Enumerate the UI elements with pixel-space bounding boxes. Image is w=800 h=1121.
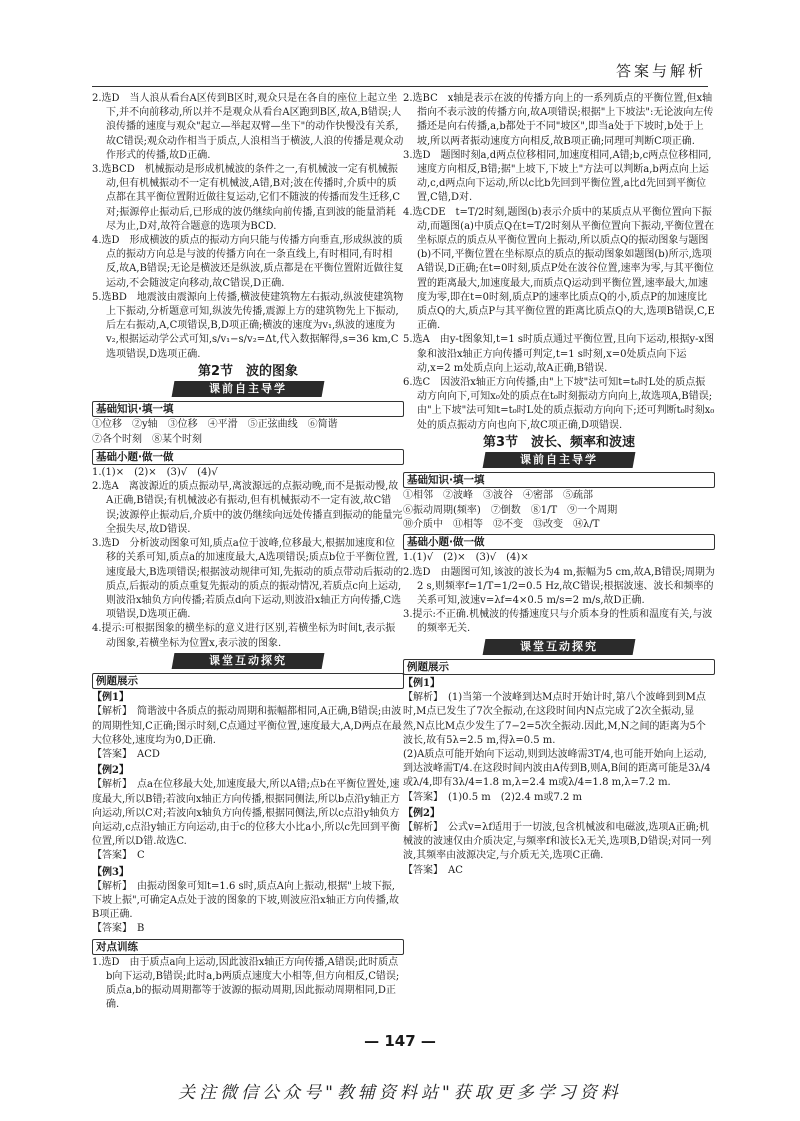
answer-item: 6.选C 因波沿x轴正方向传播,由"上下坡"法可知t=t₀时L处的质点振动方向向下,可知x₀处的质点在t₀时刻振动方向向上,故选项A,B错误;由"上下坡"法可知t=t₀时L处的质点振动方向向下;还可判断t₀时刻x₀处的质点振动方向也向下,故C项正确,D项错误. bbox=[403, 377, 715, 431]
example-answer: 【答案】 (1)0.5 m (2)2.4 m或7.2 m bbox=[403, 791, 583, 803]
answer-item: 3.提示:不正确.机械波的传播速度只与介质本身的性质和温度有关,与波的频率无关. bbox=[403, 609, 713, 635]
subsection-heading: 例题展示 bbox=[403, 659, 715, 675]
quiz-answers: 1.(1)√ (2)× (3)√ (4)× bbox=[403, 552, 529, 564]
answer-item: 2.选D 由题图可知,该波的波长为4 m,振幅为5 cm,故A,B错误;周期为2 s,则频率f=1/T=1/2=0.5 Hz,故C错误;根据波速、波长和频率的关系可知,波速v=λf=4×0.5 m/s=2 m/s,故D正确. bbox=[403, 566, 715, 606]
right-column bbox=[403, 92, 715, 878]
example-analysis: 【解析】 点a在位移最大处,加速度最大,所以A错;点b在平衡位置处,速度最大,所以B错;若波向x轴正方向传播,根据同侧法,所以b点沿y轴正方向运动,所以C对;若波向x轴负方向传播,根据同侧法,所以c点沿y轴负方向运动,c点沿y轴正方向运动,由于c的位移大小比a小,所以c先回到平衡位置,所以D错.故选C. bbox=[92, 779, 400, 848]
section-banner: 课堂互动探究 bbox=[483, 639, 636, 655]
example-label: 【例2】 bbox=[403, 807, 440, 819]
example-analysis: (2)A质点可能开始向下运动,则到达波峰需3T/4,也可能开始向上运动,到达波峰需T/4.在这段时间内波由A传到B,则A,B间的距离可能是3λ/4或λ/4,即有3λ/4=1.8 m,λ=2.4 m或λ/4=1.8 m,λ=7.2 m. bbox=[403, 748, 711, 789]
example-analysis: 【解析】 由振动图象可知t=1.6 s时,质点A向上振动,根据"上坡下振,下坡上振",可确定A点处于波的图象的下坡,则波应沿x轴正方向传播,故B项正确. bbox=[92, 880, 399, 921]
example-analysis: 【解析】 公式v=λf适用于一切波,包含机械波和电磁波,选项A正确;机械波的波速仅由介质决定,与频率f和波长λ无关,选项B,D错误;对同一列波,其频率由波源决定,与介质无关,选项C正确. bbox=[403, 821, 712, 862]
answer-item: 3.选D 分析波动图象可知,质点a位于波峰,位移最大,根据加速度和位移的关系可知,质点a的加速度最大,A选项错误;质点b位于平衡位置,速度最大,B选项错误;根据波动规律可知,先振动的质点带动后振动的质点,后振动的质点重复先振动的质点的振动情况,若质点c向上运动,则波沿x轴负方向传播;若质点d向下运动,则波沿x轴正方向传播,C选项错误,D选项正确. bbox=[92, 538, 404, 621]
example-answer: 【答案】 AC bbox=[403, 864, 463, 876]
example-answer: 【答案】 C bbox=[92, 850, 145, 862]
fill-answers: ①相邻 ②波峰 ③波谷 ④密部 ⑤疏部 bbox=[403, 490, 593, 502]
fill-answers: ⑦各个时刻 ⑧某个时刻 bbox=[92, 433, 202, 445]
section-banner: 课堂互动探究 bbox=[172, 653, 325, 669]
subsection-heading: 基础小题·做一做 bbox=[403, 534, 715, 550]
answer-item: 5.选A 由y-t图象知,t=1 s时质点通过平衡位置,且向下运动,根据y-x图象和波沿x轴正方向传播可判定,t=1 s时刻,x=0处质点向下运动,x=2 m处质点向上运动,故A正确,B错误. bbox=[403, 334, 715, 374]
example-answer: 【答案】 ACD bbox=[92, 748, 160, 760]
answer-item: 4.提示:可根据图象的横坐标的意义进行区别,若横坐标为时间t,表示振动图象,若横坐标为位置x,表示波的图象. bbox=[92, 623, 396, 649]
example-label: 【例3】 bbox=[92, 866, 129, 878]
answer-item: 1.选D 由于质点a向上运动,因此波沿x轴正方向传播,A错误;此时质点b向下运动,B错误;此时a,b两质点速度大小相等,但方向相反,C错误;质点a,b的振动周期都等于波源的振动周期,因此振动周期相同,D正确. bbox=[92, 956, 400, 1011]
example-analysis: 【解析】 (1)当第一个波峰到达M点时开始计时,第八个波峰到到M点时,M点已发生了7次全振动,在这段时间内N点完成了2次全振动,显然,N点比M点少发生了7−2=5次全振动.因此,M,N之间的距离为5个波长,故有5λ=2.5 m,得λ=0.5 m. bbox=[403, 692, 706, 746]
section-title: 第3节 波长、频率和波速 bbox=[482, 434, 636, 450]
subsection-heading: 基础知识·填一填 bbox=[92, 401, 404, 417]
quiz-answers: 1.(1)× (2)× (3)√ (4)√ bbox=[92, 467, 218, 479]
answer-item: 4.选D 形成横波的质点的振动方向只能与传播方向垂直,形成纵波的质点的振动方向总是与波的传播方向在一条直线上,有时相同,有时相反,故A,B错误;无论是横波还是纵波,质点都是在平衡位置附近做往复运动,不会随波定向移动,故C错误,D正确. bbox=[92, 235, 404, 289]
example-answer: 【答案】 B bbox=[92, 923, 145, 935]
footer-note: 关注微信公众号"教辅资料站"获取更多学习资料 bbox=[178, 1083, 622, 1103]
section-banner: 课前自主导学 bbox=[172, 381, 325, 397]
answer-item: 4.选CDE t=T/2时刻,题图(b)表示介质中的某质点从平衡位置向下振动,而题图(a)中质点Q在t=T/2时刻从平衡位置向下振动,平衡位置在坐标原点的质点从平衡位置向上振动,所以质点Q的振动图象与题图(b)不同,平衡位置在坐标原点的质点的振动图象如题图(b)所示,选项A错误,D正确;在t=0时刻,质点P处在波谷位置,速率为零,与其平衡位置的距离最大,加速度最大,而质点Q运动到平衡位置,速率最大,加速度为零,即在t=0时刻,质点P的速率比质点Q的小,质点P的加速度比质点Q的大,质点P与其平衡位置的距离比质点Q的大,选项B错误,C,E正确. bbox=[403, 206, 715, 332]
section-banner: 课前自主导学 bbox=[483, 452, 636, 468]
example-label: 【例1】 bbox=[403, 677, 440, 689]
subsection-heading: 对点训练 bbox=[92, 939, 404, 955]
header-title: 答案与解析 bbox=[615, 62, 706, 80]
fill-answers: ⑩介质中 ⑪相等 ⑫不变 ⑬改变 ⑭λ/T bbox=[403, 518, 600, 530]
subsection-heading: 基础小题·做一做 bbox=[92, 449, 404, 465]
section-title: 第2节 波的图象 bbox=[197, 363, 299, 379]
fill-answers: ①位移 ②y轴 ③位移 ④平滑 ⑤正弦曲线 ⑥简谐 bbox=[92, 419, 338, 431]
left-column bbox=[92, 92, 404, 1013]
answer-item: 2.选BC x轴是表示在波的传播方向上的一系列质点的平衡位置,但x轴指向不表示波的传播方向,故A项错误;根据"上下坡法":无论波向左传播还是向右传播,a,b都处于不同"坡区",即当a处于下坡时,b处于上坡,所以两者振动速度方向相反,故B项正确;同理可判断C项正确. bbox=[403, 93, 714, 147]
answer-item: 3.选D 题图时刻a,d两点位移相同,加速度相同,A错;b,c两点位移相同,速度方向相反,B错;据"上坡下,下坡上"方法可以判断a,b两点向上运动,c,d两点向下运动,所以c比b先回到平衡位置,a比d先回到平衡位置,C错,D对. bbox=[403, 149, 712, 204]
example-label: 【例2】 bbox=[92, 765, 129, 777]
subsection-heading: 基础知识·填一填 bbox=[403, 472, 715, 488]
example-analysis: 【解析】 简谐波中各质点的振动周期和振幅都相同,A正确,B错误;由波的周期性知,C正确;图示时刻,C点通过平衡位置,速度最大,A,D两点在最大位移处,速度均为0,D正确. bbox=[92, 706, 402, 746]
subsection-heading: 例题展示 bbox=[92, 673, 404, 689]
answer-item: 5.选BD 地震波由震源向上传播,横波使建筑物左右振动,纵波使建筑物上下振动,分析题意可知,纵波先传播,震源上方的建筑物先上下振动,后左右振动,A,C项错误,B,D项正确;横波的速度为v₁,纵波的速度为v₂,根据运动学公式可知,s/v₁−s/v₂=Δt,代入数据解得,s=36 km,C选项错误,D选项正确. bbox=[92, 291, 404, 360]
answer-item: 3.选BCD 机械振动是形成机械波的条件之一,有机械波一定有机械振动,但有机械振动不一定有机械波,A错,B对;波在传播时,介质中的质点都在其平衡位置附近做往复运动,它们不随波的传播而发生迁移,C对;振源停止振动后,已形成的波仍继续向前传播,直到波的能量消耗尽为止,D对,故符合题意的选项为BCD. bbox=[92, 164, 401, 232]
header-rule bbox=[92, 86, 708, 87]
answer-item: 2.选A 离波源近的质点振动早,离波源远的点振动晚,而不是振动慢,故A正确,B错误;有机械波必有振动,但有机械振动不一定有波,故C错误;波源停止振动后,介质中的波仍继续向远处传播直到振动的能量完全损失尽,故D错误. bbox=[92, 481, 403, 535]
example-label: 【例1】 bbox=[92, 692, 129, 704]
page-number: — 147 — bbox=[364, 1032, 436, 1050]
fill-answers: ⑥振动周期(频率) ⑦倒数 ⑧1/T ⑨一个周期 bbox=[403, 504, 618, 516]
answer-item: 2.选D 当人浪从看台A区传到B区时,观众只是在各自的座位上起立坐下,并不向前移动,所以并不是观众从看台A区跑到B区,故A,B错误;人浪传播的速度与观众"起立—举起双臂—坐下"的动作快慢没有关系,故C错误;观众动作相当于质点,人浪相当于横波,人浪的传播是观众动作形式的传播,故D正确. bbox=[92, 93, 404, 161]
